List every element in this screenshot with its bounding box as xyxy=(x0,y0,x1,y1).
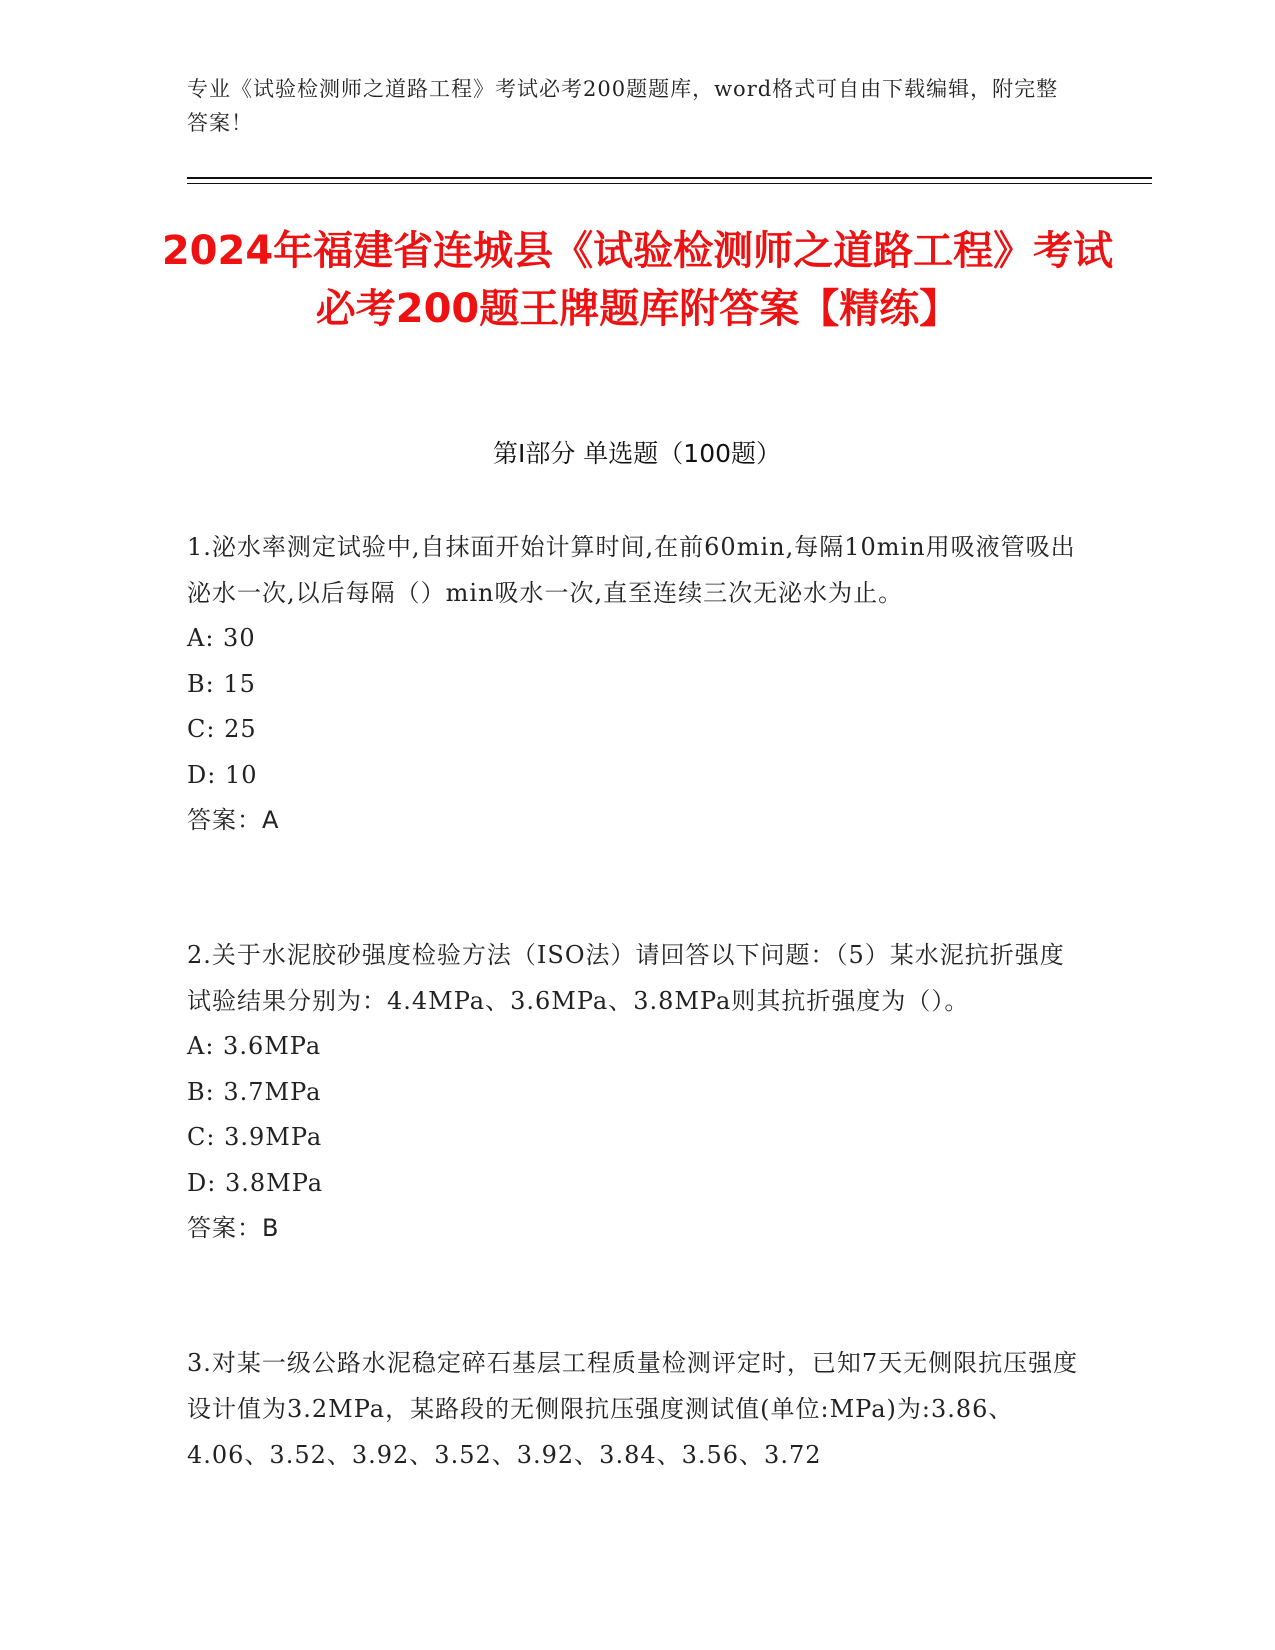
option-a: A: 3.6MPa xyxy=(187,1032,322,1060)
question-stem: 3.对某一级公路水泥稳定碎石基层工程质量检测评定时，已知7天无侧限抗压强度设计值为3.2MPa，某路段的无侧限抗压强度测试值(单位:MPa)为:3.86、4.06、3.52、3.92、3.52、3.92、3.84、3.56、3.72 xyxy=(187,1349,1079,1469)
answer: 答案：A xyxy=(187,806,280,834)
section-heading: 第I部分 单选题（100题） xyxy=(492,439,782,468)
document-title: 2024年福建省连城县《试验检测师之道路工程》考试必考200题王牌题库附答案【精练】 xyxy=(161,228,1114,332)
question-2 xyxy=(187,932,1082,1252)
option-d: D: 10 xyxy=(187,760,258,789)
header-note: 专业《试验检测师之道路工程》考试必考200题题库，word格式可自由下载编辑，附完整答案！ xyxy=(187,77,1059,135)
question-stem: 2.关于水泥胶砂强度检验方法（ISO法）请回答以下问题：（5）某水泥抗折强度试验结果分别为：4.4MPa、3.6MPa、3.8MPa则其抗折强度为（）。 xyxy=(187,941,1065,1015)
question-1 xyxy=(187,524,1082,844)
option-c: C: 3.9MPa xyxy=(187,1123,323,1151)
option-c: C: 25 xyxy=(187,715,257,743)
answer: 答案：B xyxy=(187,1214,280,1242)
header-divider-thin xyxy=(187,183,1152,184)
question-stem: 1.泌水率测定试验中,自抹面开始计算时间,在前60min,每隔10min用吸液管吸出泌水一次,以后每隔（）min吸水一次,直至连续三次无泌水为止。 xyxy=(187,533,1076,607)
header-divider-thick xyxy=(187,177,1152,179)
option-b: B: 3.7MPa xyxy=(187,1077,322,1106)
option-d: D: 3.8MPa xyxy=(187,1168,324,1197)
question-3 xyxy=(187,1340,1082,1478)
option-b: B: 15 xyxy=(187,669,256,698)
option-a: A: 30 xyxy=(187,624,256,652)
